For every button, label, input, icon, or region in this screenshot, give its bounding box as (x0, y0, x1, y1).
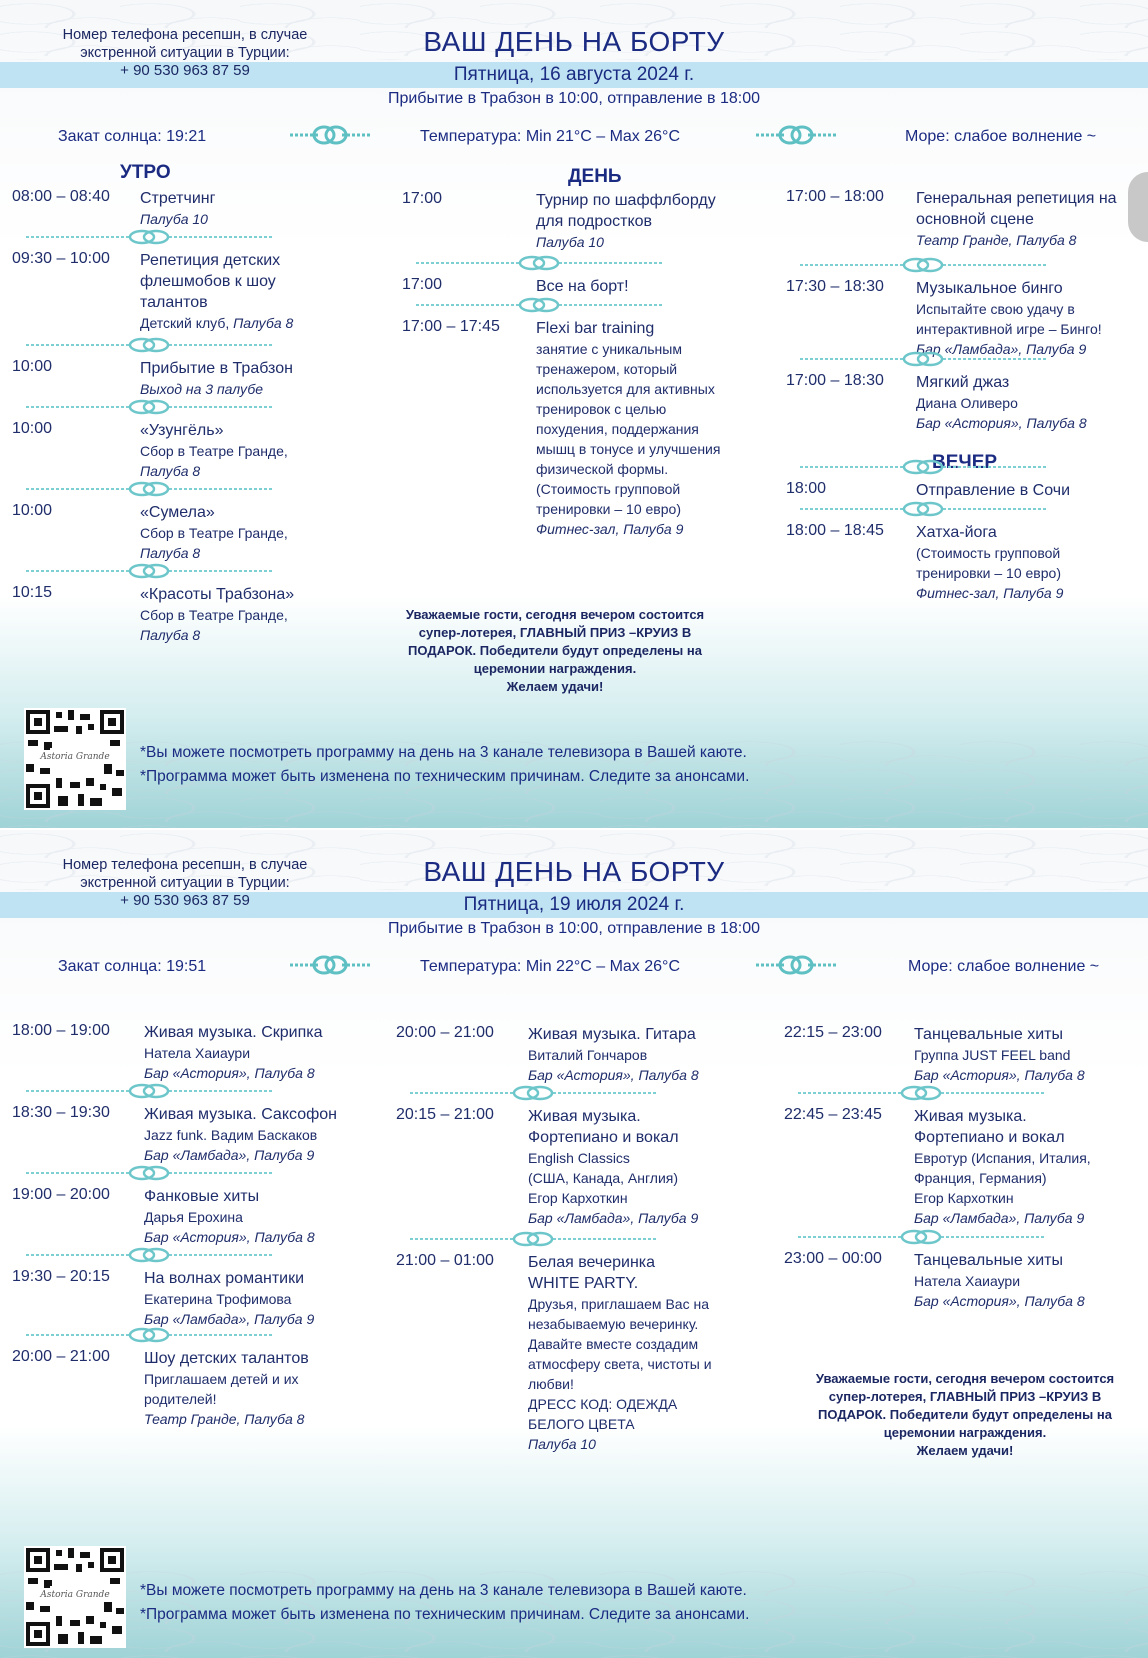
event-time: 21:00 – 01:00 (396, 1252, 494, 1269)
event-name: Фортепиано и вокал (528, 1129, 679, 1146)
rope-divider-icon (24, 1082, 274, 1100)
qr-logo-text: Astoria Grande (40, 1590, 110, 1600)
rope-divider-icon (798, 350, 1048, 368)
event-location-deck: Бар «Астория», Палуба 8 (144, 1065, 315, 1081)
event-description: незабываемую вечеринку. (528, 1316, 699, 1332)
event-description: интерактивной игре – Бинго! (916, 321, 1102, 337)
footer-notes (140, 1579, 749, 1627)
arrival-info: Прибытие в Трабзон в 10:00, отправление в 18:00 (387, 90, 761, 107)
event-description: похудения, поддержания (536, 421, 699, 437)
event-description: тренировки – 10 евро) (536, 501, 681, 517)
rope-knot-icon (288, 952, 372, 978)
event-description: занятие с уникальным (536, 341, 682, 357)
sunset-value: 19:51 (166, 958, 207, 975)
event-name: Живая музыка. Саксофон (144, 1106, 337, 1123)
event-location (914, 1065, 1142, 1085)
event-description: тренировки – 10 евро) (916, 565, 1061, 581)
event-name: для подростков (536, 213, 653, 230)
event-details (914, 1024, 1142, 1085)
arrival-info: Прибытие в Трабзон в 10:00, отправление в 18:00 (387, 920, 761, 937)
temperature-info (420, 958, 680, 976)
notice-line: Уважаемые гости, сегодня вечером состоится (405, 607, 705, 622)
event-description: тренажером, который (536, 361, 678, 377)
temperature-value: Min 21°C – Max 26°C (525, 128, 680, 145)
event-time: 09:30 – 10:00 (12, 250, 110, 267)
notice-line: ПОДАРОК. Победители будут определены на (818, 1407, 1112, 1422)
event-description: (Стоимость групповой (536, 481, 681, 497)
temperature-label: Температура: (420, 128, 522, 145)
event-time: 19:00 – 20:00 (12, 1186, 110, 1203)
rope-divider-icon (24, 398, 274, 416)
sunset-label: Закат солнца: (58, 958, 162, 975)
event-location-deck: Палуба 8 (140, 627, 201, 643)
section-morning: УТРО (120, 162, 171, 183)
rope-divider-icon (796, 1084, 1046, 1102)
event-name: Живая музыка. Скрипка (144, 1024, 323, 1041)
rope-divider-icon (24, 336, 274, 354)
event-description: Сбор в Театре Гранде, (140, 443, 288, 459)
event-name: флешмобов к шоу (140, 273, 276, 290)
event-description: (США, Канада, Англия) (528, 1170, 679, 1186)
sea-info (905, 128, 1096, 146)
phone-label: экстренной ситуации в Турции: (80, 875, 290, 891)
rope-divider-icon (24, 480, 274, 498)
event-description: Екатерина Трофимова (144, 1291, 292, 1307)
temperature-info (420, 128, 680, 146)
rope-knot-icon (754, 122, 838, 148)
event-name: Фортепиано и вокал (914, 1129, 1065, 1146)
event-description: Давайте вместе создадим (528, 1336, 699, 1352)
event-location-deck: Палуба 10 (528, 1436, 596, 1452)
sea-label: Море: (908, 958, 953, 975)
event-time: 10:00 (12, 502, 53, 519)
notice-line: церемонии награждения. (883, 1425, 1047, 1440)
footer-notes (140, 741, 749, 789)
event-name: Прибытие в Трабзон (140, 360, 293, 377)
event-description: (Стоимость групповой (916, 545, 1061, 561)
program-page-2 (0, 830, 1148, 1658)
event-description: Дарья Ерохина (144, 1209, 243, 1225)
event-name: «Красоты Трабзона» (140, 586, 295, 603)
event-location (916, 413, 1142, 433)
sunset-label: Закат солнца: (58, 128, 162, 145)
sunset-value: 19:21 (166, 128, 207, 145)
rope-knot-icon (288, 122, 372, 148)
notice-line: Желаем удачи! (506, 679, 604, 694)
sea-label: Море: (905, 128, 950, 145)
event-time: 17:00 – 18:30 (786, 372, 884, 389)
event-description: используется для активных (536, 381, 715, 397)
event-time: 19:30 – 20:15 (12, 1268, 110, 1285)
sunset-info (58, 958, 206, 976)
event-name: Живая музыка. Гитара (528, 1026, 696, 1043)
event-name: талантов (140, 294, 208, 311)
page-title: ВАШ ДЕНЬ НА БОРТУ (423, 856, 725, 887)
event-location-deck: Бар «Ламбада», Палуба 9 (916, 341, 1087, 357)
event-time: 18:30 – 19:30 (12, 1104, 110, 1121)
event-name: WHITE PARTY. (528, 1275, 639, 1292)
event-time: 20:15 – 21:00 (396, 1106, 494, 1123)
footer-note: *Вы можете посмотреть программу на день на 3 канале телевизора в Вашей каюте. (140, 744, 747, 761)
event-description: Друзья, приглашаем Вас на (528, 1296, 709, 1312)
rope-divider-icon (24, 228, 274, 246)
event-location-deck: Палуба 8 (233, 315, 294, 331)
qr-logo-text: Astoria Grande (40, 752, 110, 762)
section-day: ДЕНЬ (568, 166, 622, 187)
event-description: любви! (528, 1376, 574, 1392)
event-details (914, 1250, 1142, 1311)
event-location-deck: Бар «Астория», Палуба 8 (528, 1067, 699, 1083)
event-location-deck: Фитнес-зал, Палуба 9 (536, 521, 684, 537)
rope-divider-icon (408, 1230, 658, 1248)
event-time: 17:00 – 17:45 (402, 318, 500, 335)
event-description: Jazz funk. Вадим Баскаков (144, 1127, 318, 1143)
event-description: English Classics (528, 1150, 630, 1166)
event-description: Группа JUST FEEL band (914, 1047, 1071, 1063)
event-time: 18:00 – 18:45 (786, 522, 884, 539)
event-name: Живая музыка. (528, 1108, 641, 1125)
event-location-deck: Выход на 3 палубе (140, 381, 263, 397)
event-time: 23:00 – 00:00 (784, 1250, 882, 1267)
program-date: Пятница, 19 июля 2024 г. (463, 894, 685, 915)
event-name: основной сцене (916, 211, 1034, 228)
rope-divider-icon (24, 1326, 274, 1344)
rope-divider-icon (798, 256, 1048, 274)
event-time: 17:00 (402, 276, 443, 293)
event-time: 17:00 (402, 190, 443, 207)
event-time: 10:00 (12, 420, 53, 437)
event-description: Диана Оливеро (916, 395, 1018, 411)
event-details (916, 522, 1142, 603)
event-name: Все на борт! (536, 278, 629, 295)
program-date: Пятница, 16 августа 2024 г. (453, 64, 695, 85)
event-time: 08:00 – 08:40 (12, 188, 110, 205)
event-details (916, 188, 1142, 250)
event-description: Егор Кархоткин (528, 1190, 628, 1206)
event-description: Егор Кархоткин (914, 1190, 1014, 1206)
program-page-1 (0, 0, 1148, 828)
event-name: Танцевальные хиты (914, 1026, 1064, 1043)
rope-divider-icon (24, 562, 274, 580)
section-evening: ВЕЧЕР (932, 452, 998, 473)
sunset-info (58, 128, 206, 146)
notice-line: супер-лотерея, ГЛАВНЫЙ ПРИЗ –КРУИЗ В (828, 1389, 1102, 1404)
phone-label: Номер телефона ресепшн, в случае (62, 857, 308, 873)
footer-note: *Программа может быть изменена по техническим причинам. Следите за анонсами. (140, 1606, 750, 1623)
event-name: Генеральная репетиция на (916, 190, 1117, 207)
event-description: ДРЕСС КОД: ОДЕЖДА (528, 1396, 678, 1412)
event-details (916, 480, 1142, 501)
rope-divider-icon (414, 296, 664, 314)
event-time: 10:15 (12, 584, 53, 601)
rope-divider-icon (798, 458, 1048, 476)
event-location-venue: Детский клуб, (140, 315, 230, 331)
footer-note: *Программа может быть изменена по техническим причинам. Следите за анонсами. (140, 768, 750, 785)
event-time: 22:15 – 23:00 (784, 1024, 882, 1041)
event-name: Белая вечеринка (528, 1254, 656, 1271)
rope-knot-icon (754, 952, 838, 978)
event-location-deck: Бар «Астория», Палуба 8 (144, 1229, 315, 1245)
event-location (916, 583, 1142, 603)
notice-line: Уважаемые гости, сегодня вечером состоится (815, 1371, 1115, 1386)
rope-divider-icon (24, 1164, 274, 1182)
event-name: Турнир по шаффлборду (536, 192, 716, 209)
event-name: Репетиция детских (140, 252, 281, 269)
event-location-deck: Палуба 8 (140, 545, 201, 561)
event-location-deck: Театр Гранде, Палуба 8 (144, 1411, 305, 1427)
event-details (916, 372, 1142, 433)
event-details (914, 1106, 1142, 1228)
sea-info (908, 958, 1099, 976)
notice-line: супер-лотерея, ГЛАВНЫЙ ПРИЗ –КРУИЗ В (418, 625, 692, 640)
event-location-deck: Палуба 10 (536, 234, 604, 250)
event-description: тренировок с целью (536, 401, 667, 417)
phone-number[interactable]: + 90 530 963 87 59 (120, 62, 250, 79)
event-description: Сбор в Театре Гранде, (140, 607, 288, 623)
sea-value: слабое волнение ~ (954, 128, 1097, 145)
event-location-deck: Бар «Астория», Палуба 8 (916, 415, 1087, 431)
event-description: БЕЛОГО ЦВЕТА (528, 1416, 635, 1432)
event-time: 20:00 – 21:00 (12, 1348, 110, 1365)
rope-divider-icon (408, 1084, 658, 1102)
event-name: Мягкий джаз (916, 374, 1010, 391)
event-time: 17:30 – 18:30 (786, 278, 884, 295)
notice-line: Желаем удачи! (916, 1443, 1014, 1458)
event-name: На волнах романтики (144, 1270, 305, 1287)
event-name: «Узунгёль» (140, 422, 224, 439)
event-location-deck: Бар «Ламбада», Палуба 9 (144, 1311, 315, 1327)
event-name: Музыкальное бинго (916, 280, 1063, 297)
event-name: Шоу детских талантов (144, 1350, 309, 1367)
event-location-deck: Палуба 8 (140, 463, 201, 479)
rope-divider-icon (24, 1246, 274, 1264)
event-name: Стретчинг (140, 190, 216, 207)
event-location-deck: Бар «Астория», Палуба 8 (914, 1067, 1085, 1083)
event-time: 17:00 – 18:00 (786, 188, 884, 205)
event-description: родителей! (144, 1391, 217, 1407)
footer-note: *Вы можете посмотреть программу на день на 3 канале телевизора в Вашей каюте. (140, 1582, 747, 1599)
event-location (916, 230, 1142, 250)
event-name: Хатха-йога (916, 524, 997, 541)
event-location-deck: Бар «Ламбада», Палуба 9 (914, 1210, 1085, 1226)
phone-label: экстренной ситуации в Турции: (80, 45, 290, 61)
event-name: Танцевальные хиты (914, 1252, 1064, 1269)
rope-divider-icon (798, 500, 1048, 518)
event-location-deck: Бар «Ламбада», Палуба 9 (528, 1210, 699, 1226)
event-location-deck: Фитнес-зал, Палуба 9 (916, 585, 1064, 601)
temperature-label: Температура: (420, 958, 522, 975)
event-description: Виталий Гончаров (528, 1047, 648, 1063)
event-time: 10:00 (12, 358, 53, 375)
temperature-value: Min 22°C – Max 26°C (525, 958, 680, 975)
page-title: ВАШ ДЕНЬ НА БОРТУ (423, 26, 725, 57)
event-description: атмосферу света, чистоты и (528, 1356, 712, 1372)
event-details (916, 278, 1142, 359)
event-location-deck: Бар «Ламбада», Палуба 9 (144, 1147, 315, 1163)
event-description: Испытайте свою удачу в (916, 301, 1075, 317)
event-description: Приглашаем детей и их (144, 1371, 299, 1387)
event-name: Flexi bar training (536, 320, 655, 337)
event-time: 20:00 – 21:00 (396, 1024, 494, 1041)
event-description: Франция, Германия) (914, 1170, 1047, 1186)
sea-value: слабое волнение ~ (957, 958, 1100, 975)
event-location (914, 1291, 1142, 1311)
event-name: «Сумела» (140, 504, 215, 521)
lottery-notice (390, 606, 720, 696)
event-time: 18:00 – 19:00 (12, 1022, 110, 1039)
page-scroll-handle[interactable] (1128, 172, 1148, 242)
notice-line: церемонии награждения. (473, 661, 637, 676)
event-description: Сбор в Театре Гранде, (140, 525, 288, 541)
notice-line: ПОДАРОК. Победители будут определены на (408, 643, 702, 658)
event-location-deck: Бар «Астория», Палуба 8 (914, 1293, 1085, 1309)
rope-divider-icon (414, 254, 664, 272)
event-time: 18:00 (786, 480, 827, 497)
event-description: мышц в тонусе и улучшения (536, 441, 721, 457)
event-name: Отправление в Сочи (916, 482, 1071, 499)
phone-label: Номер телефона ресепшн, в случае (62, 27, 308, 43)
event-location (914, 1208, 1142, 1228)
event-description: Натела Хаиаури (914, 1273, 1021, 1289)
lottery-notice (800, 1370, 1130, 1460)
event-description: физической формы. (536, 461, 669, 477)
event-description: Евротур (Испания, Италия, (914, 1150, 1091, 1166)
event-name: Живая музыка. (914, 1108, 1027, 1125)
event-time: 22:45 – 23:45 (784, 1106, 882, 1123)
event-description: Натела Хаиаури (144, 1045, 251, 1061)
event-location-deck: Палуба 10 (140, 211, 208, 227)
event-location-deck: Театр Гранде, Палуба 8 (916, 232, 1077, 248)
event-name: Фанковые хиты (144, 1188, 260, 1205)
phone-number[interactable]: + 90 530 963 87 59 (120, 892, 250, 909)
rope-divider-icon (796, 1228, 1046, 1246)
